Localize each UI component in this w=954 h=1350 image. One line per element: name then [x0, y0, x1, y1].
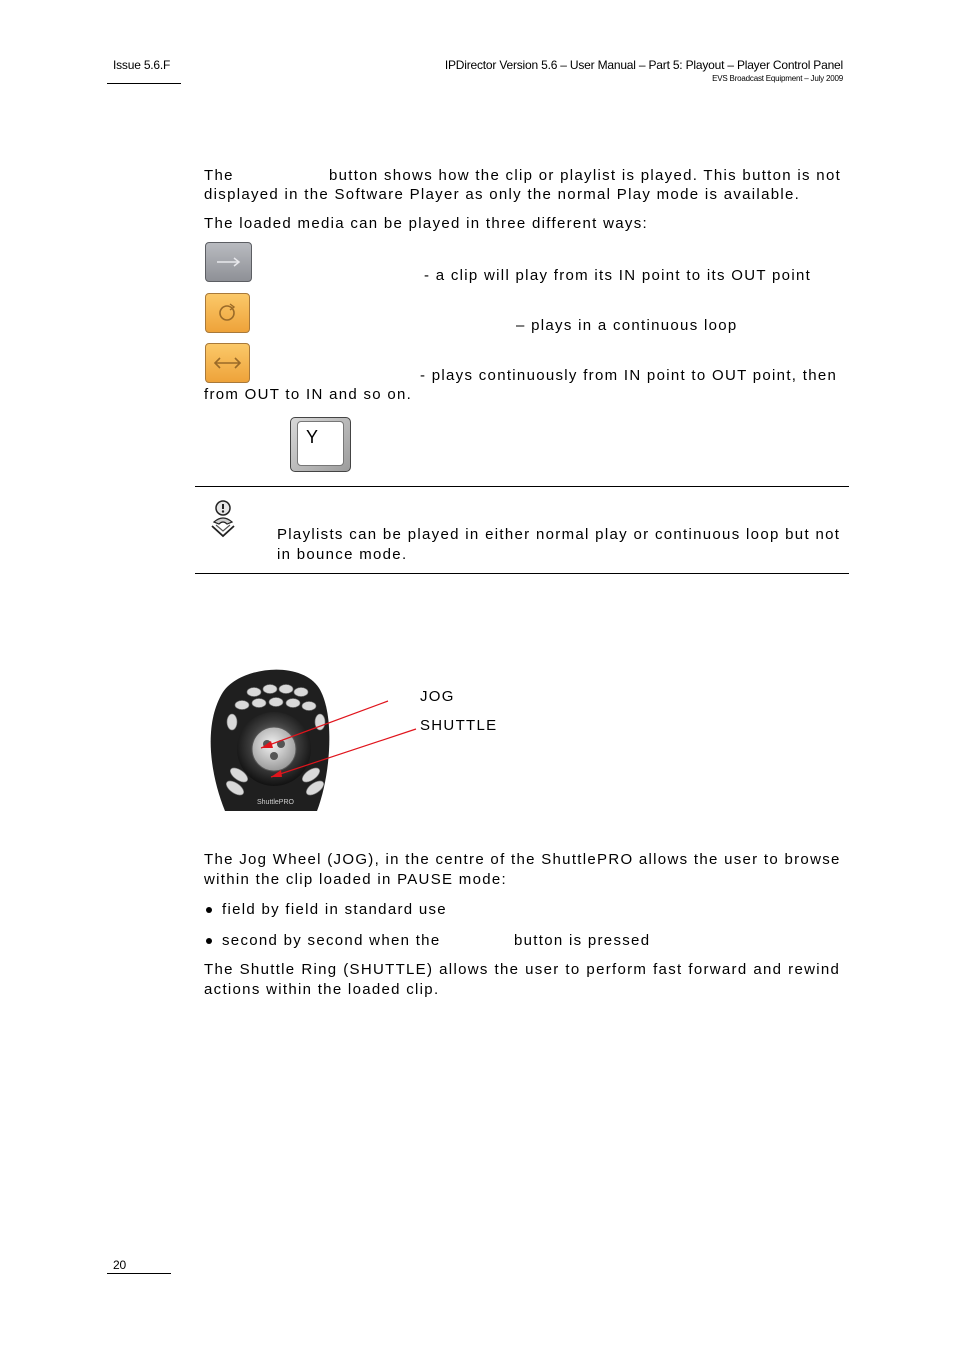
mode-normal-desc: - a clip will play from its IN point to its OUT point	[424, 267, 812, 284]
note-bottom-rule	[195, 573, 849, 574]
intro-line-1-rest: button shows how the clip or playlist is played. This button is not	[329, 167, 842, 184]
bullet-1-text: field by field in standard use	[222, 901, 447, 918]
note-icon	[206, 498, 240, 540]
jog-label: JOG	[420, 688, 455, 705]
keyboard-key-face	[297, 421, 344, 466]
intro-ways: The loaded media can be played in three different ways:	[204, 215, 648, 232]
mode-bounce-desc-2: from OUT to IN and so on.	[204, 386, 413, 403]
loop-mode-button	[205, 293, 250, 333]
footer-rule	[107, 1273, 171, 1274]
jog-text-line-2: within the clip loaded in PAUSE mode:	[204, 871, 507, 888]
bullet-2-text-a: second by second when the	[222, 932, 441, 949]
bounce-mode-button	[205, 343, 250, 383]
shuttle-text-line-1: The Shuttle Ring (SHUTTLE) allows the user to perform fast forward and rewind	[204, 961, 841, 978]
header-title: IPDirector Version 5.6 – User Manual – Part 5: Playout – Player Control Panel	[444, 58, 843, 72]
page-number: 20	[113, 1258, 126, 1272]
bounce-icon	[206, 344, 249, 382]
mode-bounce-desc: - plays continuously from IN point to OUT point, then	[420, 367, 838, 384]
normal-play-mode-button	[205, 242, 252, 282]
intro-line-2: displayed in the Software Player as only the normal Play mode is available.	[204, 186, 801, 203]
intro-line-1	[204, 166, 840, 186]
jog-text-line-1: The Jog Wheel (JOG), in the centre of the ShuttlePRO allows the user to browse	[204, 851, 841, 868]
mode-loop-desc: – plays in a continuous loop	[516, 317, 738, 334]
shuttlepro-figure	[205, 664, 505, 814]
intro-line-1-start: The	[204, 167, 234, 184]
loop-icon	[206, 294, 249, 332]
note-line-2: in bounce mode.	[277, 546, 408, 563]
shuttle-text-line-2: actions within the loaded clip.	[204, 981, 440, 998]
note-top-rule	[195, 486, 849, 487]
bullet-2-text-b: button is pressed	[514, 932, 651, 949]
keyboard-key-label: Y	[306, 427, 319, 447]
bullet-dot-1	[206, 907, 212, 913]
note-line-1: Playlists can be played in either normal play or continuous loop but not	[277, 526, 841, 543]
bullet-dot-2	[206, 938, 212, 944]
header-rule	[107, 83, 181, 84]
issue-label: Issue 5.6.F	[113, 58, 171, 72]
keyboard-key	[290, 417, 351, 472]
header-subtitle: EVS Broadcast Equipment – July 2009	[712, 74, 843, 83]
arrow-right-icon	[206, 243, 251, 281]
device-brand-text: ShuttlePRO	[257, 799, 294, 806]
shuttle-label: SHUTTLE	[420, 717, 498, 734]
jog-wheel	[252, 727, 296, 771]
